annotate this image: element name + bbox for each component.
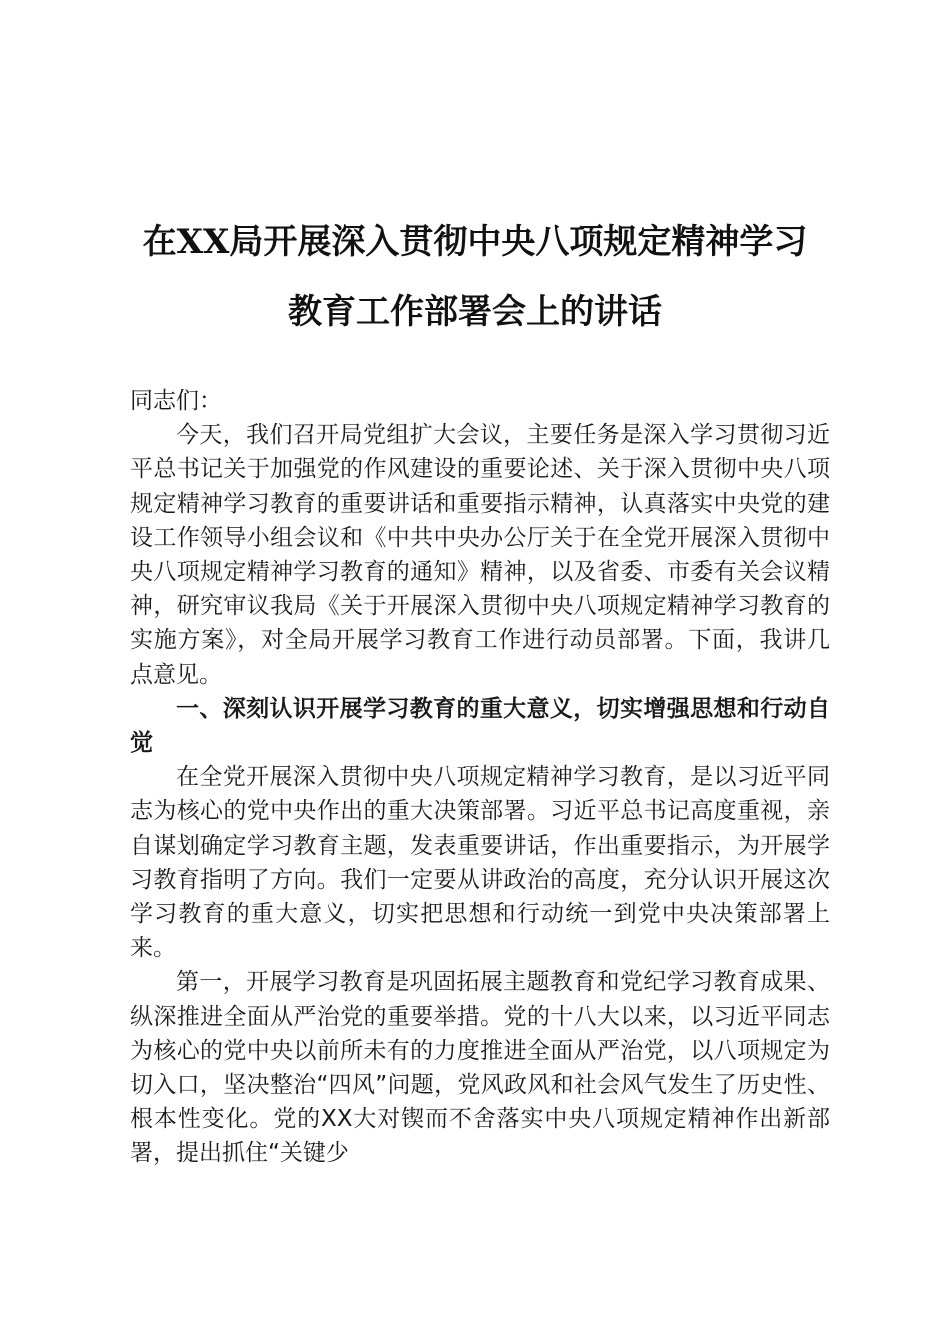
greeting: 同志们： (130, 388, 222, 414)
document-body (130, 384, 830, 1171)
paragraph-intro: 今天，我们召开局党组扩大会议，主要任务是深入学习贯彻习近平总书记关于加强党的作风建设的重要论述、关于深入贯彻中央八项规定精神学习教育的重要讲话和重要指示精神，认真落实中央党的建设工作领导小组会议和《中共中央办公厅关于在全党开展深入贯彻中央八项规定精神学习教育的通知》精神，以及省委、市委有关会议精神，研究审议我局《关于开展深入贯彻中央八项规定精神学习教育的实施方案》，对全局开展学习教育工作进行动员部署。下面，我讲几点意见。 (130, 422, 830, 688)
document-title-line-2: 教育工作部署会上的讲话 (288, 292, 662, 332)
document-title-line-1: 在XX局开展深入贯彻中央八项规定精神学习 (142, 222, 808, 262)
paragraph-section-1: 在全党开展深入贯彻中央八项规定精神学习教育，是以习近平同志为核心的党中央作出的重大决策部署。习近平总书记高度重视，亲自谋划确定学习教育主题，发表重要讲话，作出重要指示，为开展学习教育指明了方向。我们一定要从讲政治的高度，充分认识开展这次学习教育的重大意义，切实把思想和行动统一到党中央决策部署上来。 (130, 764, 830, 962)
section-heading-1: 一、深刻认识开展学习教育的重大意义，切实增强思想和行动自觉 (130, 695, 830, 757)
paragraph-point-1: 第一，开展学习教育是巩固拓展主题教育和党纪学习教育成果、纵深推进全面从严治党的重要举措。党的十八大以来，以习近平同志为核心的党中央以前所未有的力度推进全面从严治党，以八项规定为切入口，坚决整治“四风”问题，党风政风和社会风气发生了历史性、根本性变化。党的XX大对锲而不舍落实中央八项规定精神作出新部署，提出抓住“关键少 (130, 969, 830, 1167)
